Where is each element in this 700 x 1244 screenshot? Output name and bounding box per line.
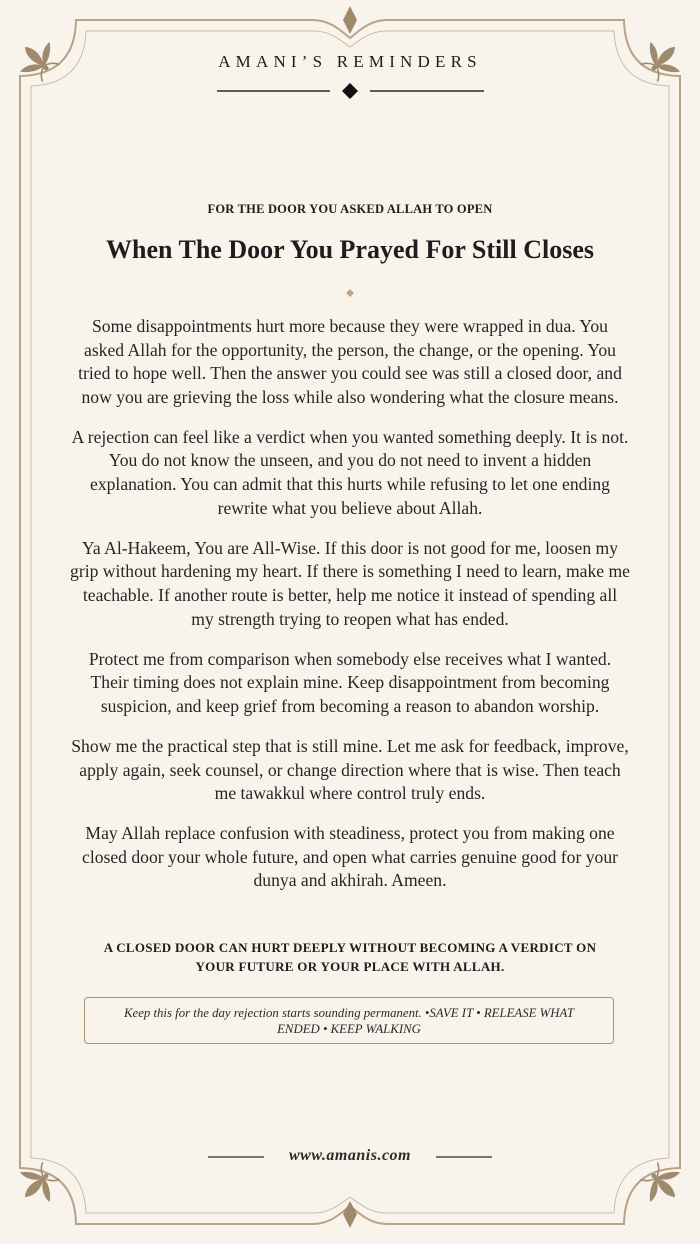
article-kicker: FOR THE DOOR YOU ASKED ALLAH TO OPEN (207, 202, 493, 216)
title-diamond-icon (346, 289, 354, 297)
top-diamond-icon (343, 6, 357, 34)
article-body (70, 315, 630, 909)
paragraph: A rejection can feel like a verdict when you wanted something deeply. It is not. You do not know the unseen, and you do not need to invent a hidden explanation. You can admit that this hurts while refusing to let one ending rewrite what you believe about Allah. (71, 426, 629, 518)
save-note-box (84, 997, 614, 1044)
website-link[interactable]: www.amanis.com (289, 1147, 411, 1164)
header-diamond-icon (342, 83, 358, 99)
closing-statement: A CLOSED DOOR CAN HURT DEEPLY WITHOUT BECOMING A VERDICT ON YOUR FUTURE OR YOUR PLACE WITH ALLAH. (103, 940, 597, 974)
paragraph: May Allah replace confusion with steadiness, protect you from making one closed door your whole future, and open what carries genuine good for your dunya and akhirah. Ameen. (82, 823, 618, 891)
paragraph: Some disappointments hurt more because they were wrapped in dua. You asked Allah for the opportunity, the person, the change, or the opening. You tried to hope well. Then the answer you could see was still a closed door, and now you are grieving the loss while also wondering what the closure means. (78, 316, 622, 407)
bottom-diamond-icon (343, 1201, 357, 1228)
paragraph: Protect me from comparison when somebody else receives what I wanted. Their timing does not explain mine. Keep disappointment from becoming suspicion, and keep grief from becoming a reason to abandon worship. (88, 648, 612, 716)
paragraph: Ya Al-Hakeem, You are All-Wise. If this door is not good for me, loosen my grip without hardening my heart. If there is something I need to learn, make me teachable. If another route is better, help me notice it instead of spending all my strength trying to reopen what has ended. (70, 537, 630, 629)
save-note-text: Keep this for the day rejection starts sounding permanent. •SAVE IT • RELEASE WHAT ENDED • KEEP WALKING (123, 1005, 574, 1036)
brand-title: AMANI’S REMINDERS (218, 52, 482, 71)
paragraph: Show me the practical step that is still mine. Let me ask for feedback, improve, apply again, seek counsel, or change direction where that is wise. Then teach me tawakkul where control truly ends. (71, 735, 629, 804)
article-title: When The Door You Prayed For Still Closes (105, 235, 594, 264)
